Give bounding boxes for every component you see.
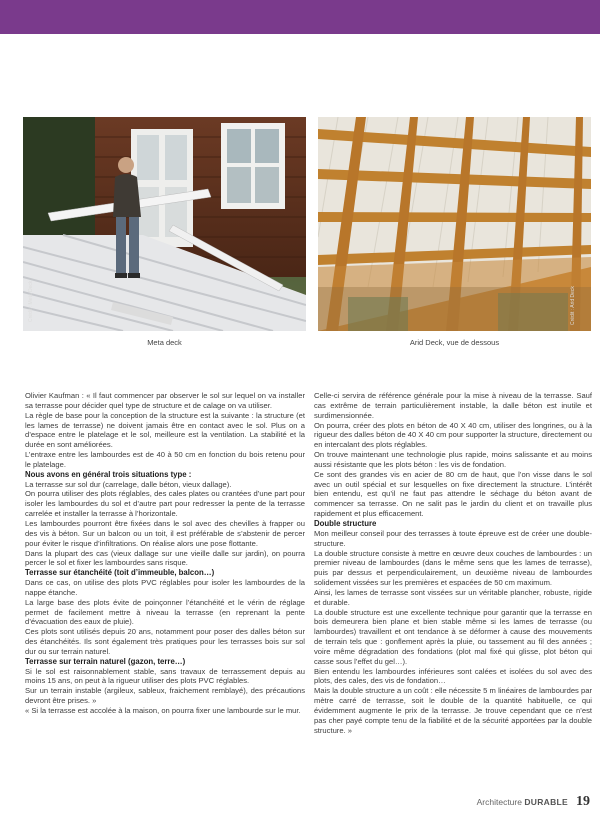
magazine-name-light: Architecture — [476, 797, 522, 807]
article-paragraph: On pourra, créer des plots en béton de 40 X 40 cm, utiliser des longrines, ou à la rigueur des dalles béton de 40 X 40 cm pour supporter la structure, directement ou en intercalant des plots réglables. — [314, 420, 592, 450]
section-heading: Terrasse sur étanchéité (toit d’immeuble, balcon…) — [25, 568, 215, 578]
article-paragraph: « Si la terrasse est accolée à la maison, on pourra fixer une lambourde sur le mur. — [25, 706, 301, 715]
left-photo-caption: Meta deck — [147, 338, 182, 347]
article-paragraph: Ce sont des grandes vis en acier de 80 cm de haut, que l’on visse dans le sol avec un outil spécial et sur lesquelles on fixe directement la structure. L’intérêt bien entendu, est qu’il ne faut pas attendre le séchage du béton avant de commencer sa terrasse. On ne salit pas le jardin du client et on travaille plus rapidement et plus efficacement. — [314, 469, 592, 519]
article-paragraph: Celle-ci servira de référence générale pour la mise à niveau de la terrasse. Sauf cas extrême de terrain particulièrement instable, la dalle béton est inutile et surdimensionnée. — [314, 391, 592, 420]
section-heading: Double structure — [314, 518, 377, 528]
left-photo-credit: Crédit : Meta Deck — [28, 280, 34, 322]
article-paragraph: On pourra utiliser des plots réglables, des cales plates ou crantées d’une part pour isoler les lambourdes du sol et d’autre part pour redresser la pente de la terrasse carrelée et installer la terrasse à l’horizontale. — [25, 489, 305, 519]
section-heading: Nous avons en général trois situations type : — [25, 469, 192, 479]
arid-deck-photo — [318, 117, 591, 331]
page-number: 19 — [576, 794, 590, 809]
magazine-top-band — [0, 0, 600, 34]
article-paragraph: La terrasse sur sol dur (carrelage, dalle béton, vieux dallage). — [25, 479, 232, 489]
article-paragraph: Dans la plupart des cas (vieux dallage sur une vieille dalle sur jardin), on pourra percer le sol et fixer les lambourdes sans risque. — [25, 548, 305, 568]
article-paragraph: Les lambourdes pourront être fixées dans le sol avec des chevilles à frapper ou des vis à béton. Sur un balcon ou un toit, il est préférable de s’abstenir de percer pour éviter le risque d’infiltrations. On réalise alors une pose flottante. — [25, 518, 305, 548]
article-paragraph: Ainsi, les lames de terrasse sont vissées sur un véritable plancher, robuste, rigide et durable. — [314, 587, 592, 607]
magazine-name-bold: DURABLE — [524, 797, 568, 807]
right-photo-caption: Arid Deck, vue de dessous — [409, 338, 500, 347]
article-paragraph: La double structure est une excellente technique pour garantir que la terrasse en bois demeurera bien plane et bien stable même si les lames de terrasse (ou lambourdes) travaillent et ont tendance à se déformer à cause des mouvements de terrain tels que : gonflement après la pluie, ou tassement au fil des années ; voire même dégradation des fondations (plot mal fixé qui glisse, plot béton qui casse sous l’effet du gel…). — [314, 607, 592, 666]
article-paragraph: Mon meilleur conseil pour des terrasses à toute épreuve est de créer une double-structure. — [314, 528, 592, 548]
article-paragraph: Dans ce cas, on utilise des plots PVC réglables pour isoler les lambourdes de la nappe étanche. — [25, 578, 305, 597]
article-paragraph: Mais la double structure a un coût : elle nécessite 5 m linéaires de lambourdes par mètre carré de terrasse, soit le double de la quantité habituelle, ce qui évidemment augmente le prix de la terrasse. Je trouve cependant que ce n’est pas cher payé compte tenu de la fiabilité et de la sécurité apportées par la double structure. » — [314, 686, 592, 735]
article-paragraph: L’entraxe entre les lambourdes est de 40 à 50 cm en fonction du bois retenu pour le platelage. — [25, 450, 305, 469]
article-paragraph: On trouve maintenant une technologie plus rapide, moins salissante et au moins aussi résistante que les plots béton : les vis de fondation. — [314, 450, 592, 469]
page-footer — [477, 794, 590, 810]
article-paragraph: Bien entendu les lambourdes inférieures sont calées et isolées du sol avec des plots, des cales, des vis de fondation… — [314, 666, 592, 686]
article-paragraph: Sur un terrain instable (argileux, sableux, fraichement remblayé), des précautions devront être prises. » — [25, 686, 305, 706]
section-heading: Terrasse sur terrain naturel (gazon, terre…) — [25, 656, 186, 666]
article-left-column — [25, 391, 305, 716]
article-paragraph: La règle de base pour la conception de la structure est la suivante : la structure (et les lames de terrasse) ne doivent jamais être en contact avec le sol. Plus on a d’espace entre le platelage et le sol, meilleure est la ventilation. La stabilité et la durée en sont améliorées. — [25, 410, 305, 450]
article-paragraph: Olivier Kaufman : « Il faut commencer par observer le sol sur lequel on va installer sa terrasse pour décider quel type de structure et de calage on va utiliser. — [25, 391, 305, 410]
magazine-name — [477, 797, 568, 807]
article-paragraph: La double structure consiste à mettre en œuvre deux couches de lambourdes : un premier niveau de lambourdes (dans le même sens que les lames de terrasse), puis par dessus et perpendiculairement, un deuxième niveau de lambourdes solidement vissées sur les premières et espacées de 50 cm maximum. — [314, 548, 592, 588]
article-paragraph: Si le sol est raisonnablement stable, sans travaux de terrassement depuis au moins 15 ans, on peut à la rigueur utiliser des plots PVC réglables. — [25, 666, 305, 686]
article-paragraph: La large base des plots évite de poinçonner l’étanchéité et le vérin de réglage permet de facilement mettre à niveau la terrasse (en reprenant la pente d’évacuation des eaux de pluie). — [25, 597, 305, 627]
right-photo-credit: Crédit : Arid Deck — [570, 286, 576, 325]
meta-deck-photo — [23, 117, 306, 331]
article-paragraph: Ces plots sont utilisés depuis 20 ans, notamment pour poser des dalles béton sur des étanchéités. Ils sont également très pratiques pour les terrasses bois sur sol dur ou sur terrain naturel. — [25, 627, 305, 656]
article-right-column — [314, 391, 592, 736]
